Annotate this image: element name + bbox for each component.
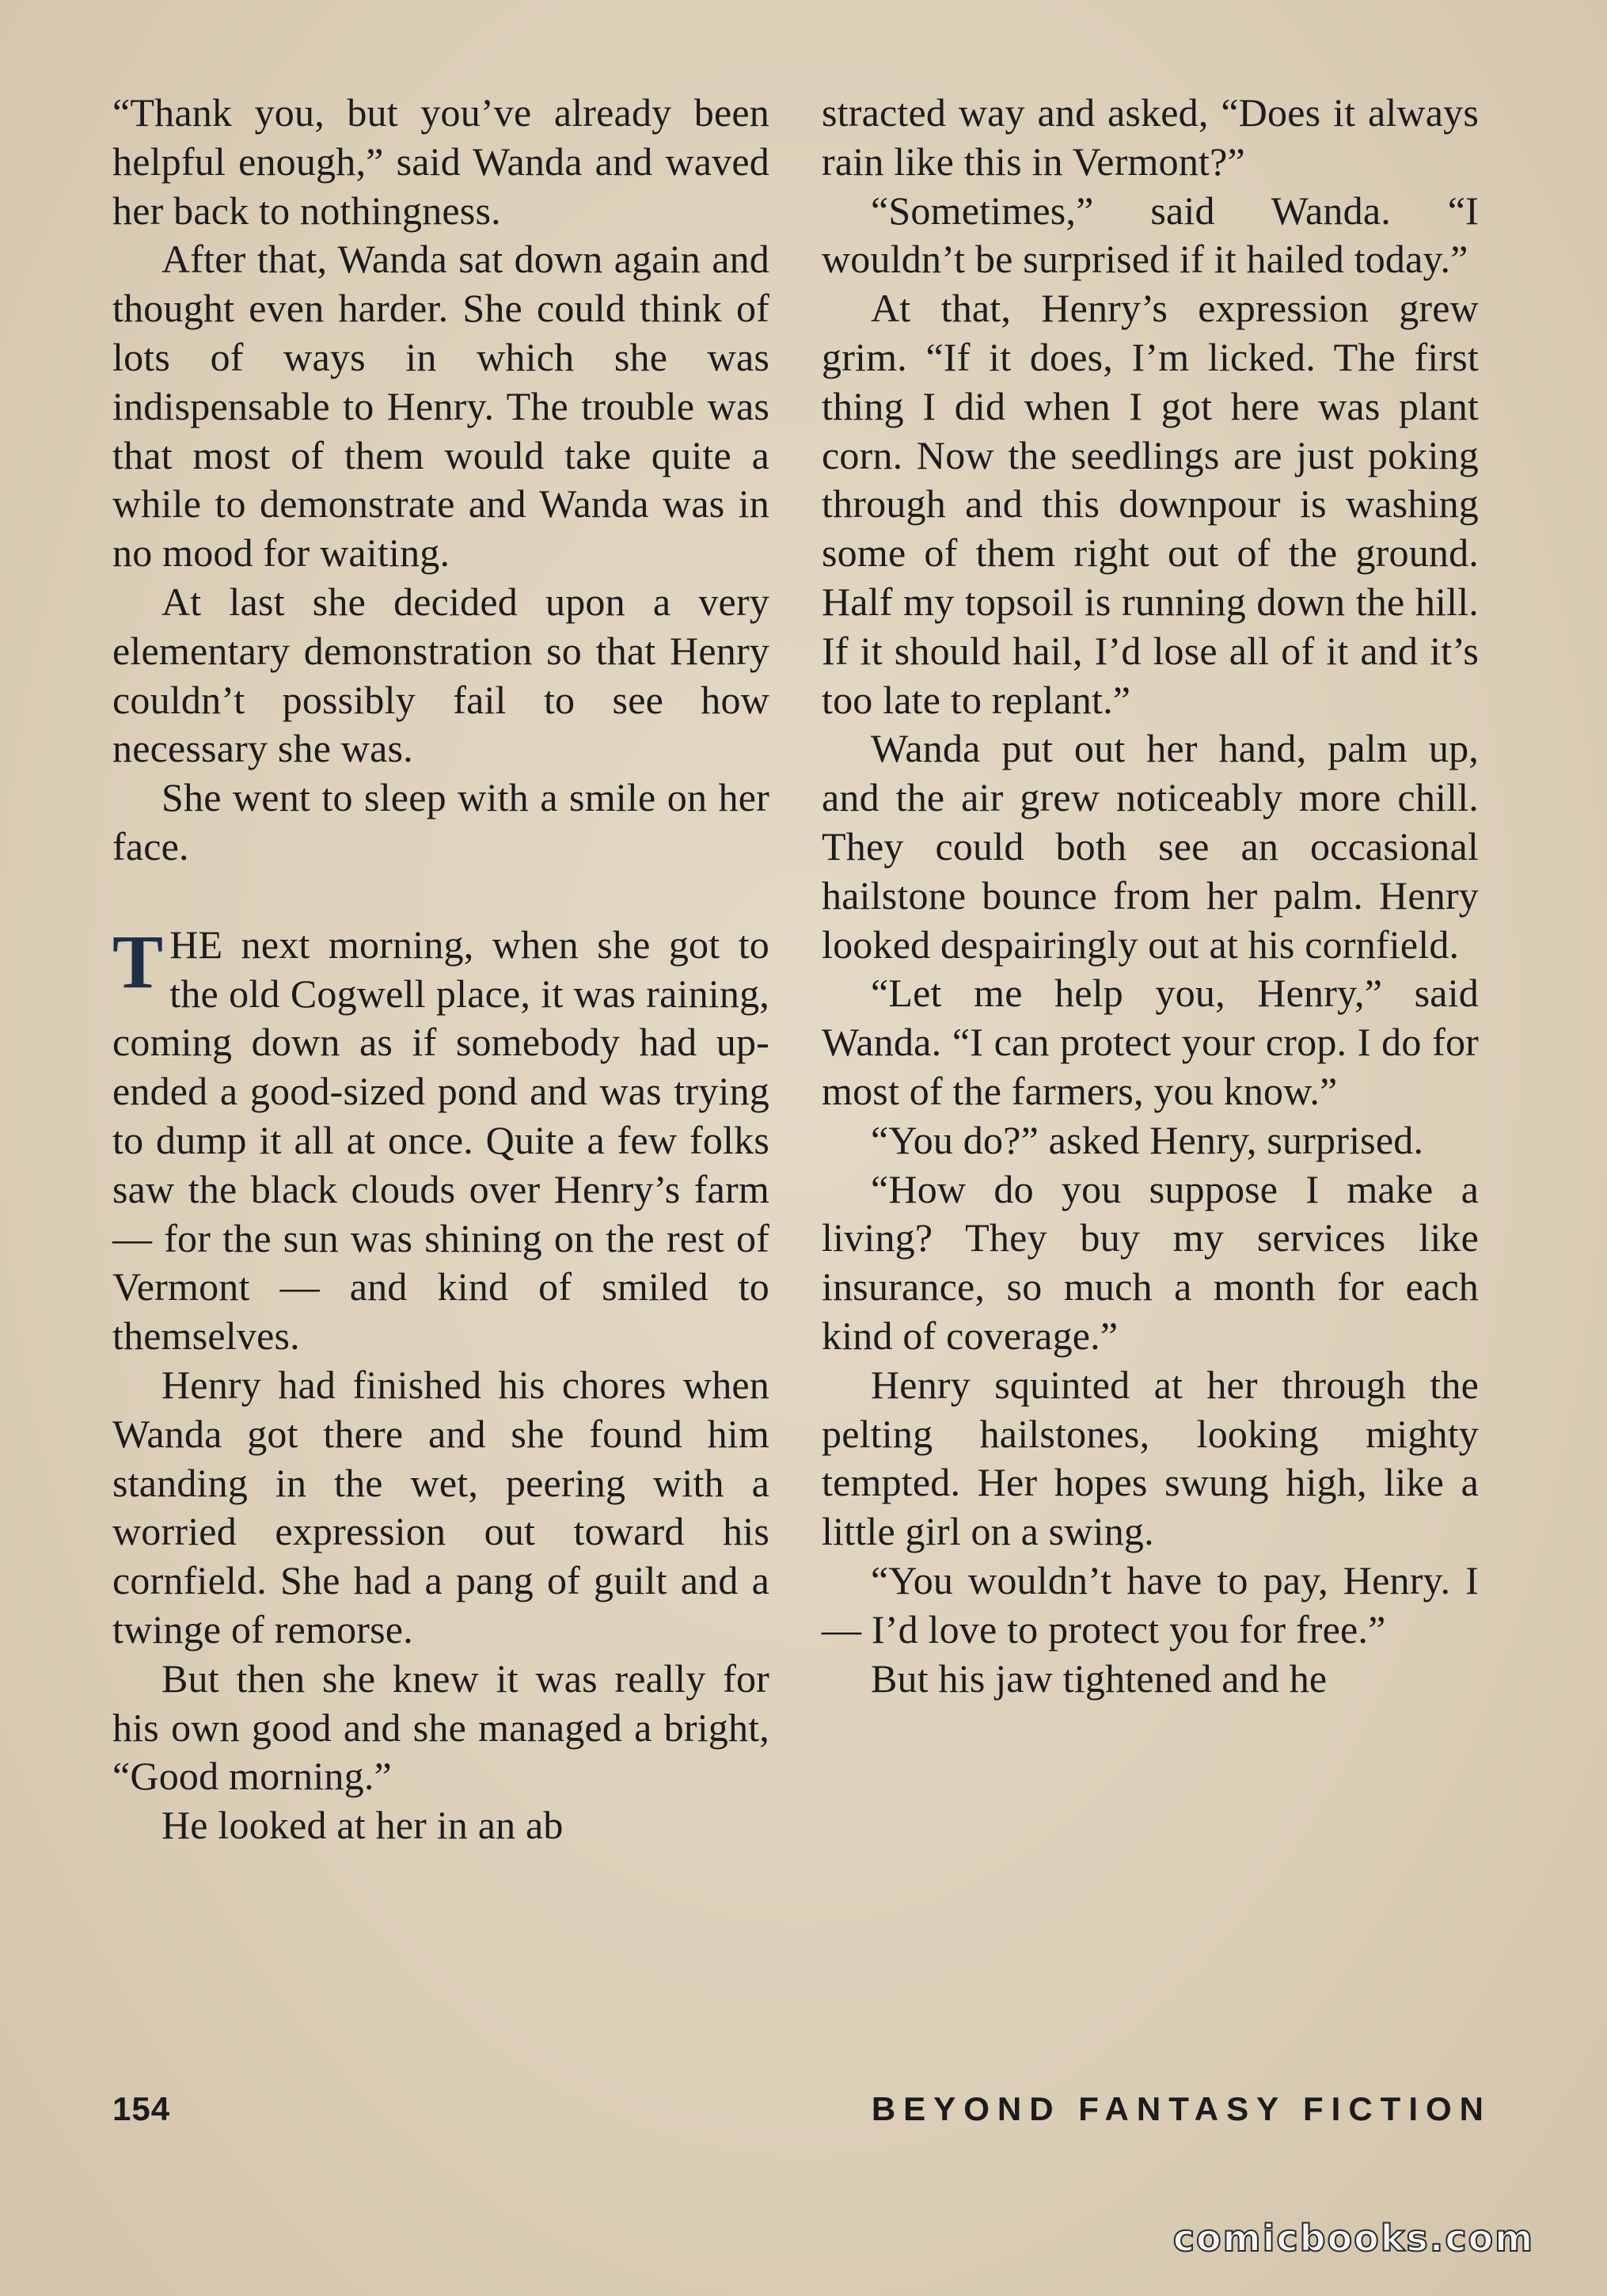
paragraph: “How do you suppose I make a living? They buy my services like insurance, so much a month for each kind of coverage.” — [822, 1166, 1479, 1358]
paragraph: But his jaw tightened and he — [871, 1655, 1328, 1701]
text-column-left — [112, 89, 769, 1850]
paragraph: At last she decided upon a very elementary demonstration so that Henry couldn’t possibly fail to see how necessary she was. — [112, 579, 769, 771]
section-opening-paragraph — [112, 918, 769, 1361]
text-column-right — [822, 89, 1479, 1703]
drop-cap: T — [112, 918, 164, 1004]
paragraph: “Sometimes,” said Wanda. “I wouldn’t be surprised if it hailed today.” — [822, 188, 1479, 282]
watermark: comicbooks.com — [1172, 2217, 1534, 2260]
paragraph: He looked at her in an ab — [161, 1803, 564, 1848]
paragraph: “Let me help you, Henry,” said Wanda. “I can protect your crop. I do for most of the farmers, you know.” — [822, 971, 1479, 1113]
paragraph: At that, Henry’s expression grew grim. “If it does, I’m licked. The first thing I did when I got here was plant corn. Now the seedlings are just poking through and this downpour is washing some of them right out of the ground. Half my topsoil is running down the hill. If it should hail, I’d lose all of it and it’s too late to replant.” — [822, 286, 1479, 722]
paragraph: After that, Wanda sat down again and thought even harder. She could think of lots of ways in which she was indispensable to Henry. The trouble was that most of them would take quite a while to demonstrate and Wanda was in no mood for waiting. — [112, 237, 769, 576]
paragraph: But then she knew it was really for his own good and she managed a bright, “Good morning.” — [112, 1655, 769, 1799]
paragraph: Henry had finished his chores when Wanda got there and she found him standing in the wet, peering with a worried expression out toward his cornfield. She had a pang of guilt and a twinge of remorse. — [112, 1362, 769, 1652]
page-number: 154 — [112, 2090, 171, 2127]
paragraph: “Thank you, but you’ve already been helpful enough,” said Wanda and waved her back to nothingness. — [112, 90, 769, 233]
section-opening-text: HE next morning, when she got to the old Cogwell place, it was raining, coming down as if somebody had up-ended a good-sized pond and was trying to dump it all at once. Quite a few folks saw the black clouds over Henry’s farm — for the sun was shining on the rest of Vermont — and kind of smiled to themselves. — [112, 922, 769, 1359]
paragraph: She went to sleep with a smile on her face. — [112, 775, 769, 869]
running-title: BEYOND FANTASY FICTION — [871, 2090, 1491, 2127]
paragraph: “You do?” asked Henry, surprised. — [871, 1117, 1424, 1162]
paragraph: “You wouldn’t have to pay, Henry. I — I’d love to protect you for free.” — [822, 1557, 1479, 1652]
paragraph: Wanda put out her hand, palm up, and the air grew noticeably more chill. They could both see an occasional hailstone bounce from her palm. Henry looked despairingly out at his cornfield. — [822, 726, 1479, 967]
page-footer — [112, 2090, 1491, 2138]
paragraph: stracted way and asked, “Does it always rain like this in Vermont?” — [822, 90, 1479, 184]
paragraph: Henry squinted at her through the pelting hailstones, looking mighty tempted. Her hopes swung high, like a little girl on a swing. — [822, 1362, 1479, 1554]
